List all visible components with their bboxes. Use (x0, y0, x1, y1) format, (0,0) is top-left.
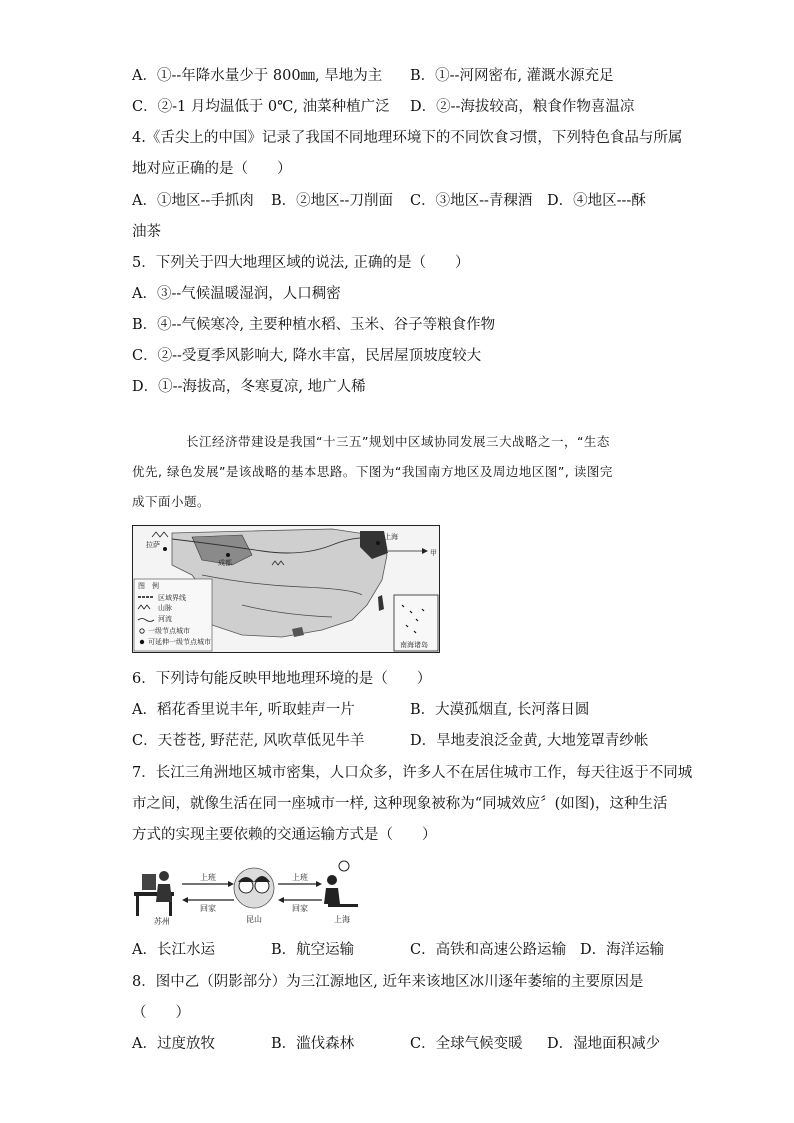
q4-stem-line2: 地对应正确的是（ ） (132, 161, 292, 177)
q5-option-a: A．③--气候温暖湿润，人口稠密 (132, 286, 341, 302)
label-lhasa: 拉萨 (146, 541, 160, 549)
q7-option-c: C．高铁和高速公路运输 (410, 942, 567, 958)
q4-stem-line1: 4.《舌尖上的中国》记录了我国不同地理环境下的不同饮食习惯，下列特色食品与所属 (132, 130, 683, 146)
legend-city2: 可延伸一级节点城市 (148, 638, 211, 646)
q5-option-b: B．④--气候寒冷, 主要种植水稻、玉米、谷子等粮食作物 (132, 317, 496, 333)
q5-option-d: D．①--海拔高，冬寒夏凉, 地广人稀 (132, 379, 366, 395)
q7-option-d: D．海洋运输 (580, 942, 665, 958)
q8-option-d: D．湿地面积减少 (547, 1036, 661, 1052)
label-nanhai: 南海诸岛 (400, 641, 428, 649)
passage-line3: 成下面小题。 (132, 494, 211, 509)
q8-stem-line1: 8．图中乙（阴影部分）为三江源地区, 近年来该地区冰川逐年萎缩的主要原因是 (132, 974, 644, 990)
label-home-1: 回家 (200, 904, 216, 913)
q6-stem: 6．下列诗句能反映甲地地理环境的是（ ） (132, 671, 432, 687)
q4-option-c: C．③地区--青稞酒 (410, 193, 533, 209)
label-chengdu: 成都 (218, 559, 232, 567)
q7-option-b: B．航空运输 (271, 942, 355, 958)
q4-option-b: B．②地区--刀削面 (271, 193, 393, 209)
q8-option-c: C．全球气候变暖 (410, 1036, 523, 1052)
q5-stem: 5．下列关于四大地理区域的说法, 正确的是（ ） (132, 255, 470, 271)
passage-line1: 长江经济带建设是我国“十三五”规划中区域协同发展三大战略之一，“生态 (186, 434, 610, 449)
q8-stem-line2: （ ） (132, 1005, 190, 1021)
legend-mountain: 山脉 (158, 604, 172, 612)
q3-option-b: B．①--河网密布, 灌溉水源充足 (410, 68, 614, 84)
worker-icon (159, 871, 169, 881)
label-work-2: 上班 (292, 873, 308, 882)
q7-option-a: A．长江水运 (132, 942, 215, 958)
worker-icon-right (327, 875, 337, 885)
label-jia: 甲 (430, 549, 437, 557)
shanghai-city-marker (376, 541, 380, 545)
q7-stem-line3: 方式的实现主要依赖的交通运输方式是（ ） (132, 827, 437, 843)
q3-option-d: D．②--海拔较高，粮食作物喜温凉 (410, 99, 635, 115)
label-kunshan: 昆山 (246, 915, 262, 924)
q6-option-b: B．大漠孤烟直, 长河落日圆 (410, 702, 590, 718)
computer-monitor-icon (142, 874, 156, 890)
south-china-map (132, 525, 440, 653)
q7-stem-line2: 市之间，就像生活在同一座城市一样, 这种现象被称为“同城效应〞(如图)，这种生活 (132, 796, 668, 812)
q6-option-c: C．天苍苍, 野茫茫, 风吹草低见牛羊 (132, 733, 365, 749)
commute-figure (132, 856, 364, 930)
q5-option-c: C．②--受夏季风影响大, 降水丰富，民居屋顶坡度较大 (132, 348, 482, 364)
q8-option-b: B．滥伐森林 (271, 1036, 355, 1052)
legend-city1: 一级节点城市 (148, 627, 190, 635)
legend-boundary: 区域界线 (158, 594, 186, 602)
q6-option-a: A．稻花香里说丰年, 听取蛙声一片 (132, 702, 355, 718)
passage-line2: 优先, 绿色发展”是该战略的基本思路。下图为“我国南方地区及周边地区图”, 读图完 (132, 464, 613, 479)
label-shanghai: 上海 (384, 533, 398, 541)
q4-option-d: D．④地区---酥 (547, 193, 646, 209)
q3-option-c: C．②-1 月均温低于 0℃, 油菜种植广泛 (132, 99, 390, 115)
legend-river: 河流 (158, 615, 172, 623)
label-work-1: 上班 (200, 873, 216, 882)
q4-option-d-cont: 油茶 (132, 224, 161, 240)
q4-option-a: A．①地区--手抓肉 (132, 193, 254, 209)
label-shanghai-commute: 上海 (334, 915, 350, 924)
q6-option-d: D．旱地麦浪泛金黄, 大地笼罩青纱帐 (410, 733, 649, 749)
legend-title: 图 例 (138, 582, 159, 590)
q7-stem-line1: 7．长江三角洲地区城市密集，人口众多，许多人不在居住城市工作，每天往返于不同城 (132, 765, 693, 781)
clock-icon (339, 861, 349, 871)
label-suzhou: 苏州 (154, 917, 170, 926)
q3-option-a: A．①--年降水量少于 800㎜, 旱地为主 (132, 68, 383, 84)
chengdu-city-marker (226, 553, 230, 557)
label-home-2: 回家 (292, 904, 308, 913)
q8-option-a: A．过度放牧 (132, 1036, 215, 1052)
lhasa-city-marker (163, 547, 167, 551)
